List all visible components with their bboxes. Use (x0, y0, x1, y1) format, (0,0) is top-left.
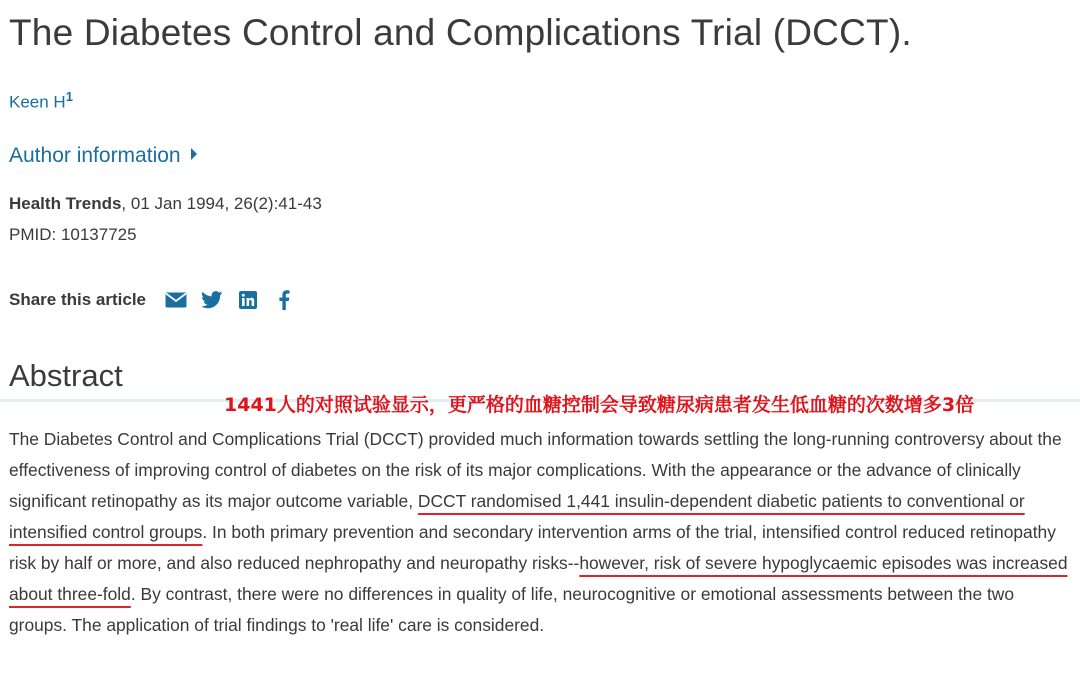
facebook-icon[interactable] (272, 288, 296, 312)
abstract-text-part-2: . In both primary prevention and secondary intervention arms of the trial, intensified control reduced retinopathy risk by half or more, and also reduced nephropathy and neuropathy risks-- (9, 522, 1056, 573)
highlighted-phrase-randomised: DCCT randomised 1,441 insulin-dependent diabetic patients to conventional or intensified control groups (9, 491, 1025, 542)
chinese-annotation: 1441人的对照试验显示，更严格的血糖控制会导致糖尿病患者发生低血糖的次数增多3倍 (224, 394, 975, 416)
highlighted-phrase-hypoglycaemic: however, risk of severe hypoglycaemic episodes was increased about three-fold (9, 553, 1068, 604)
abstract-heading: Abstract (9, 358, 123, 393)
journal-name: Health Trends (9, 194, 122, 213)
share-label: Share this article (9, 290, 147, 309)
twitter-icon[interactable] (200, 288, 224, 312)
author-name[interactable]: Keen H (9, 92, 66, 112)
author-affiliation-sup[interactable]: 1 (65, 89, 73, 104)
author-link[interactable] (9, 89, 73, 113)
email-icon[interactable] (164, 288, 188, 312)
abstract-text-part-3: . By contrast, there were no differences in quality of life, neurocognitive or emotional assessments between the two groups. The application of trial findings to 'real life' care is considered. (9, 584, 1015, 635)
citation-detail: , 01 Jan 1994, 26(2):41-43 (121, 194, 322, 213)
abstract-text-part-1: The Diabetes Control and Complications Trial (DCCT) provided much information towards settling the long-running controversy about the effectiveness of improving control of diabetes on the risk of its major complications. With the appearance or the advance of clinically significant retinopathy as its major outcome variable, (9, 429, 1062, 511)
article-title: The Diabetes Control and Complications Trial (DCCT). (9, 12, 912, 53)
linkedin-icon[interactable] (236, 288, 260, 312)
pmid: PMID: 10137725 (9, 225, 137, 244)
caret-right-icon (191, 148, 197, 160)
author-information-label[interactable]: Author information (9, 144, 181, 167)
share-bar (9, 288, 308, 312)
author-information-toggle[interactable] (9, 144, 197, 168)
abstract-text (9, 424, 1071, 641)
citation-line (9, 194, 322, 214)
